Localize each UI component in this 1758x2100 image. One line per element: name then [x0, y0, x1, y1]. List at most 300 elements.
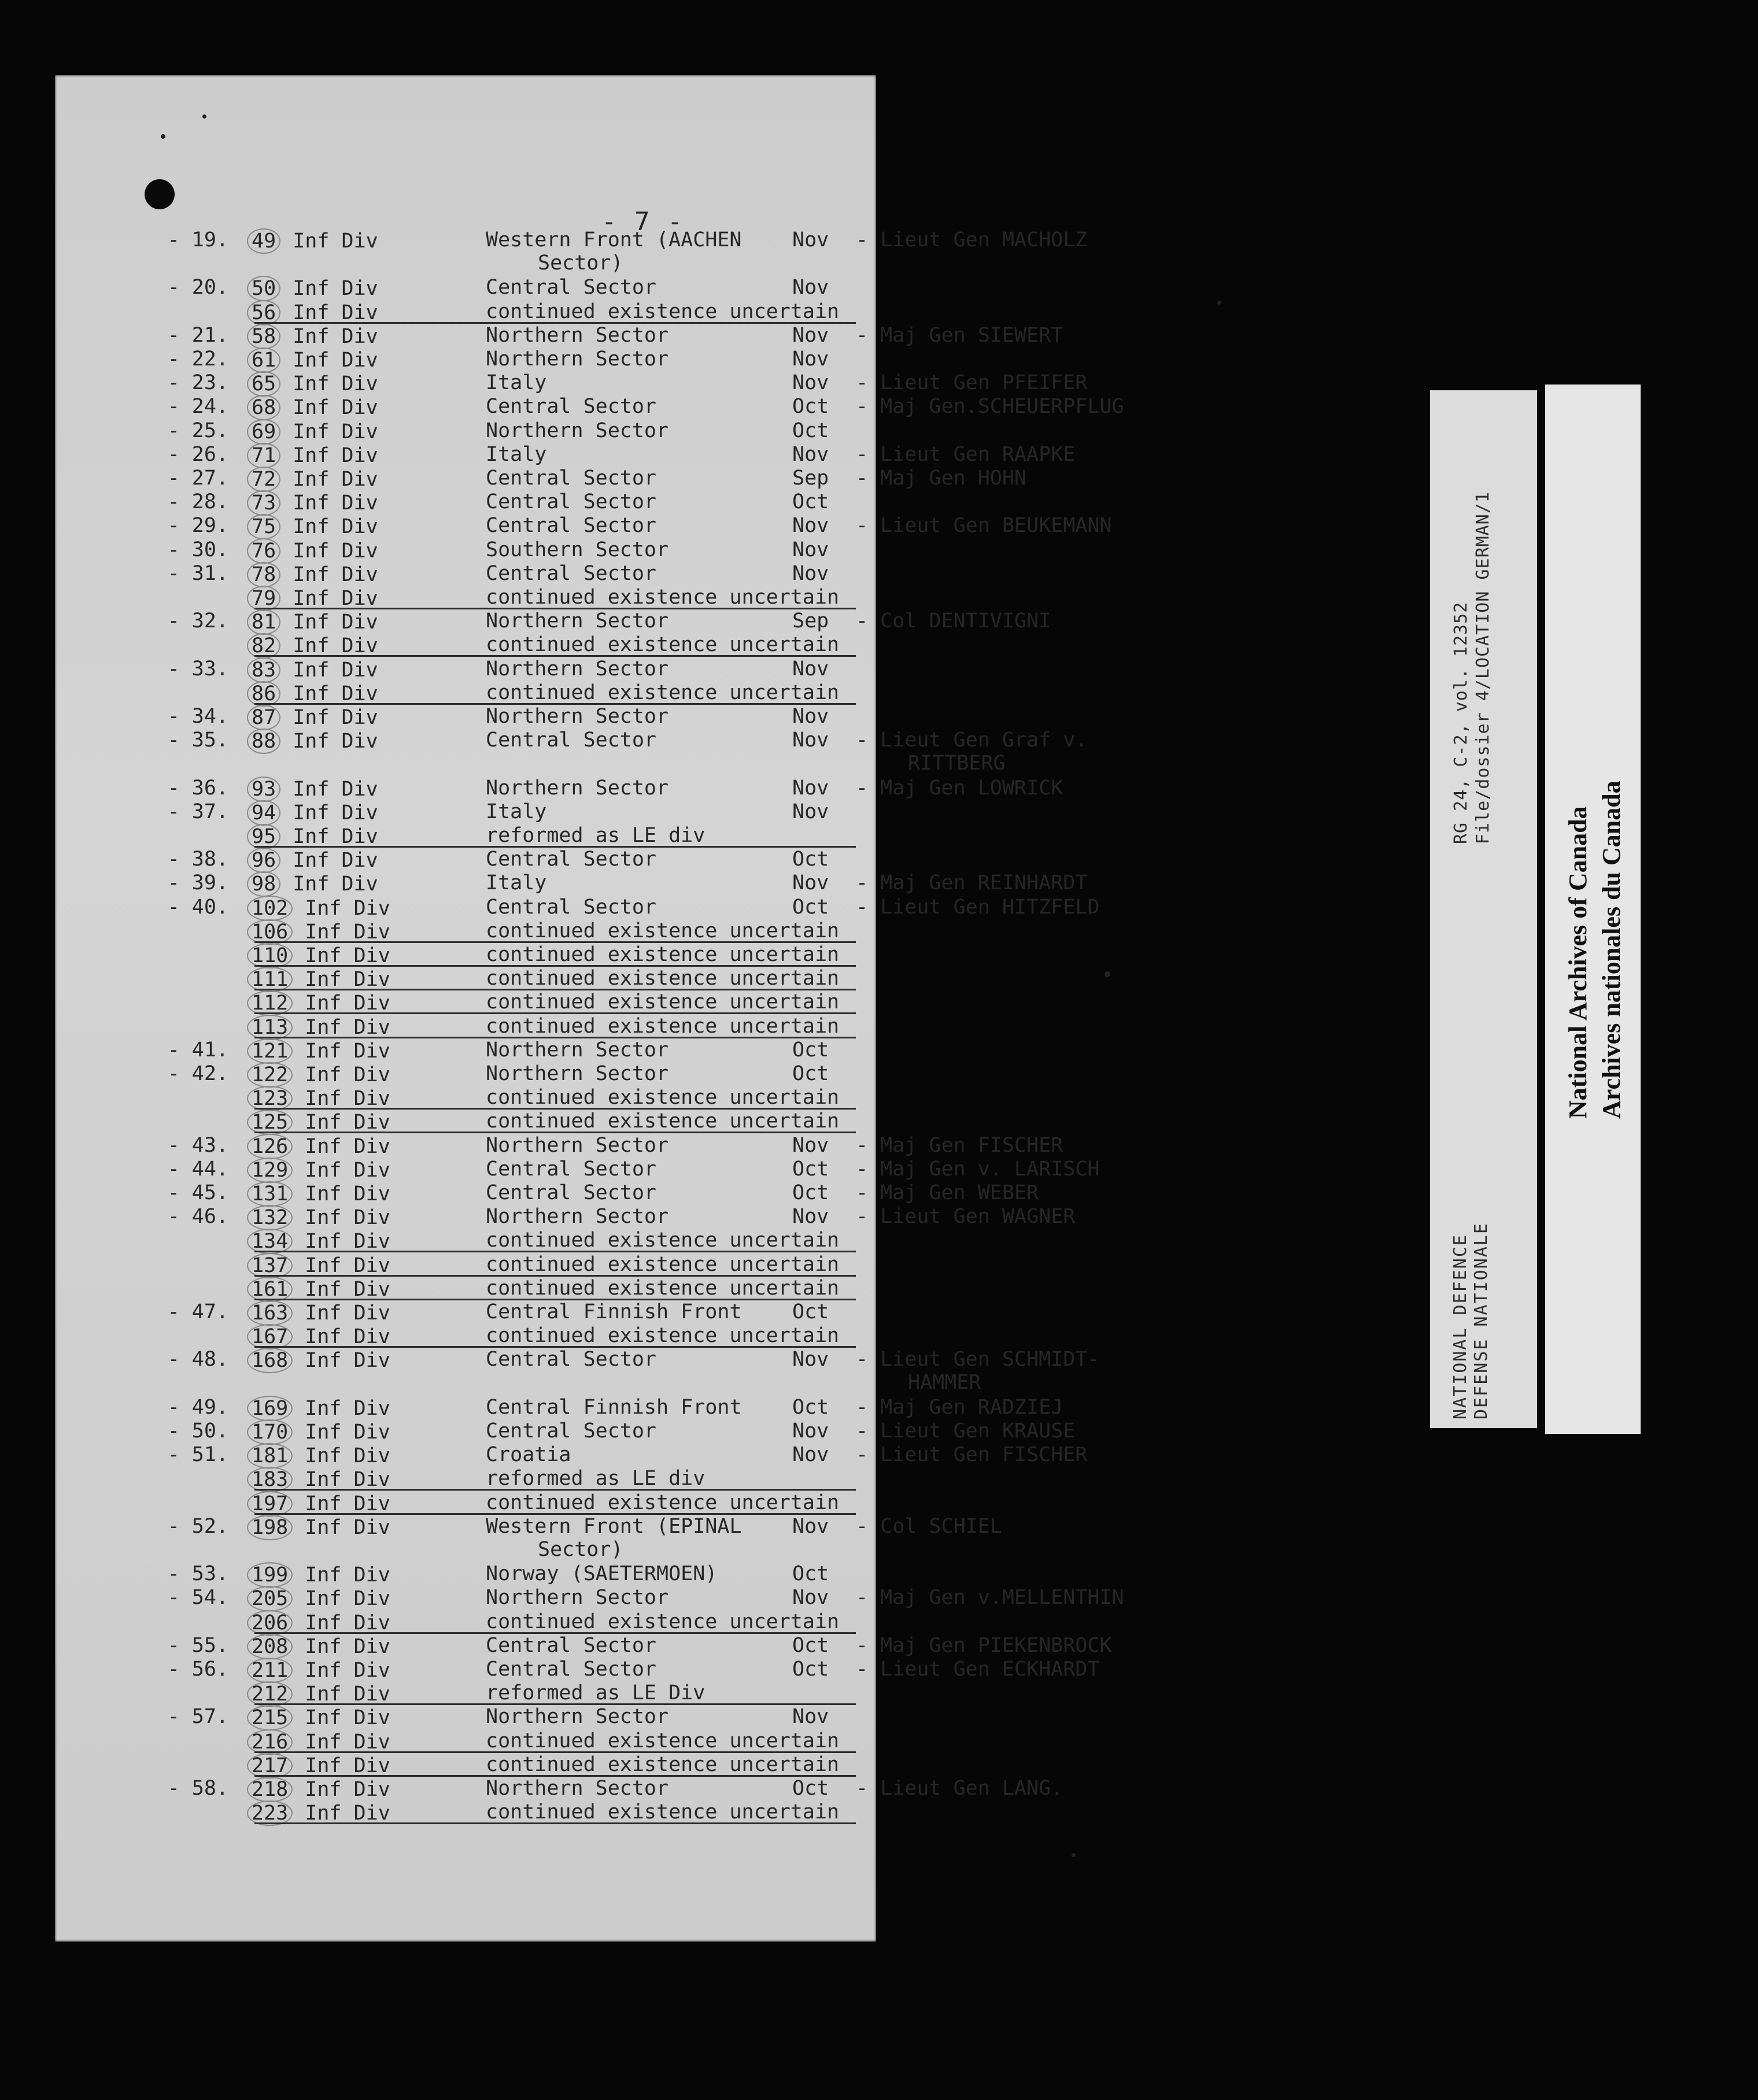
division-cell — [252, 1038, 390, 1064]
location: continued existence uncertain — [486, 1086, 840, 1110]
division-type: Inf Div — [293, 1230, 390, 1254]
division-type: Inf Div — [293, 1349, 390, 1373]
row-seq-number: - 41. — [167, 1038, 228, 1062]
division-cell — [252, 562, 378, 587]
location: Central Sector — [486, 729, 657, 752]
commander: - Maj Gen v.MELLENTHIN — [856, 1586, 1124, 1610]
division-number: 211 — [247, 1658, 293, 1683]
location: Croatia — [486, 1443, 571, 1467]
location: Southern Sector — [486, 538, 669, 561]
month: Oct — [792, 1181, 829, 1204]
division-type: Inf Div — [293, 1492, 390, 1515]
division-cell — [252, 1300, 390, 1326]
division-number: 167 — [247, 1324, 293, 1350]
division-cell — [252, 1634, 390, 1659]
division-number: 113 — [247, 1015, 293, 1040]
row-seq-number: - 35. — [167, 729, 228, 752]
division-number: 218 — [247, 1777, 293, 1802]
row-seq-number: - 23. — [167, 371, 228, 395]
month: Oct — [792, 1658, 829, 1681]
location: Italy — [486, 442, 547, 466]
month: Nov — [792, 1443, 829, 1467]
division-type: Inf Div — [293, 896, 390, 920]
division-number: 98 — [247, 871, 280, 897]
division-type: Inf Div — [293, 1254, 390, 1277]
division-number: 122 — [247, 1062, 293, 1088]
punch-hole — [145, 179, 175, 209]
row-seq-number: - 44. — [167, 1157, 228, 1181]
division-number: 61 — [247, 347, 280, 373]
location: reformed as LE div — [486, 1467, 706, 1491]
commander: - Maj Gen FISCHER — [856, 1133, 1063, 1157]
month: Nov — [792, 1586, 829, 1610]
division-number: 198 — [247, 1515, 293, 1540]
division-type: Inf Div — [280, 349, 378, 372]
division-number: 223 — [247, 1800, 293, 1826]
row-seq-number: - 56. — [167, 1658, 228, 1681]
month: Nov — [792, 705, 829, 728]
division-type: Inf Div — [293, 1683, 390, 1706]
division-number: 169 — [247, 1396, 293, 1421]
division-cell — [252, 538, 378, 564]
location: continued existence uncertain — [486, 1753, 840, 1776]
location: Central Sector — [486, 1181, 657, 1204]
division-type: Inf Div — [293, 1111, 390, 1134]
page-number: - 7 - — [601, 207, 684, 236]
month: Nov — [792, 1133, 829, 1157]
row-seq-number: - 57. — [167, 1705, 228, 1729]
row-seq-number: - 20. — [167, 276, 228, 300]
location: Central Sector — [486, 895, 657, 919]
division-number: 82 — [247, 633, 280, 659]
division-number: 161 — [247, 1277, 293, 1302]
division-number: 110 — [247, 943, 293, 968]
division-number: 183 — [247, 1467, 293, 1492]
division-type: Inf Div — [293, 1802, 390, 1825]
row-seq-number: - 22. — [167, 347, 228, 371]
division-type: Inf Div — [293, 1087, 390, 1111]
division-cell — [252, 276, 378, 301]
division-number: 56 — [247, 300, 280, 326]
row-seq-number: - 40. — [167, 895, 228, 919]
division-cell — [252, 800, 378, 826]
division-number: 96 — [247, 848, 280, 873]
division-number: 123 — [247, 1086, 293, 1111]
division-cell — [252, 1062, 390, 1088]
division-type: Inf Div — [280, 849, 378, 872]
location: Western Front (AACHEN — [486, 228, 742, 252]
commander: - Maj Gen REINHARDT — [856, 871, 1088, 895]
division-number: 88 — [247, 729, 280, 754]
division-type: Inf Div — [293, 1706, 390, 1730]
month: Nov — [792, 1205, 829, 1229]
location: Norway (SAETERMOEN) — [486, 1562, 718, 1586]
commander: - Lieut Gen WAGNER — [856, 1205, 1076, 1229]
location: continued existence uncertain — [486, 1610, 840, 1633]
division-cell — [252, 609, 378, 635]
division-type: Inf Div — [280, 587, 378, 610]
division-type: Inf Div — [280, 324, 378, 348]
division-cell — [252, 1658, 390, 1683]
row-seq-number: - 52. — [167, 1514, 228, 1538]
location-continued: Sector) — [538, 252, 623, 275]
division-number: 50 — [247, 276, 280, 301]
commander: - Lieut Gen KRAUSE — [856, 1419, 1076, 1443]
division-number: 132 — [247, 1205, 293, 1230]
month: Oct — [792, 419, 829, 442]
location: Northern Sector — [486, 419, 669, 442]
location: Northern Sector — [486, 1062, 669, 1085]
division-type: Inf Div — [280, 801, 378, 825]
location: continued existence uncertain — [486, 1491, 840, 1514]
division-type: Inf Div — [280, 230, 378, 253]
month: Nov — [792, 514, 829, 538]
row-seq-number: - 34. — [167, 705, 228, 728]
division-type: Inf Div — [293, 1444, 390, 1468]
division-type: Inf Div — [293, 1039, 390, 1063]
row-seq-number: - 49. — [167, 1395, 228, 1419]
division-number: 163 — [247, 1300, 293, 1326]
speck — [202, 114, 206, 119]
location: continued existence uncertain — [486, 990, 840, 1014]
division-type: Inf Div — [280, 515, 378, 539]
location: reformed as LE Div — [486, 1681, 706, 1705]
row-seq-number: - 39. — [167, 871, 228, 895]
location: continued existence uncertain — [486, 967, 840, 990]
division-number: 87 — [247, 705, 280, 730]
location-continued: Sector) — [538, 1537, 623, 1561]
division-number: 75 — [247, 514, 280, 539]
speck — [1072, 1853, 1076, 1857]
month: Nov — [792, 871, 829, 895]
division-number: 94 — [247, 800, 280, 826]
defence-stamp — [1450, 1222, 1492, 1419]
month: Oct — [792, 1777, 829, 1800]
month: Nov — [792, 561, 829, 585]
location: Central Sector — [486, 1633, 657, 1657]
location: Northern Sector — [486, 1205, 669, 1229]
location: Central Sector — [486, 1348, 657, 1371]
month: Nov — [792, 347, 829, 371]
division-number: 68 — [247, 395, 280, 420]
month: Nov — [792, 657, 829, 681]
division-number: 134 — [247, 1229, 293, 1254]
month: Oct — [792, 1562, 829, 1586]
month: Nov — [792, 729, 829, 752]
row-seq-number: - 50. — [167, 1419, 228, 1443]
division-type: Inf Div — [293, 1206, 390, 1230]
division-number: 205 — [247, 1586, 293, 1611]
division-cell — [252, 1396, 390, 1421]
division-type: Inf Div — [293, 1515, 390, 1539]
location: Northern Sector — [486, 1586, 669, 1610]
commander: - Col SCHIEL — [856, 1514, 1002, 1538]
division-type: Inf Div — [293, 1182, 390, 1206]
row-seq-number: - 58. — [167, 1777, 228, 1800]
division-type: Inf Div — [293, 1325, 390, 1349]
month: Nov — [792, 538, 829, 561]
commander: - Lieut Gen MACHOLZ — [856, 228, 1088, 252]
commander: - Lieut Gen ECKHARDT — [856, 1658, 1100, 1681]
division-number: 216 — [247, 1729, 293, 1755]
location: Central Sector — [486, 848, 657, 871]
month: Oct — [792, 1633, 829, 1657]
division-type: Inf Div — [280, 777, 378, 801]
row-seq-number: - 54. — [167, 1586, 228, 1610]
location: continued existence uncertain — [486, 1324, 840, 1348]
month: Nov — [792, 776, 829, 800]
division-number: 137 — [247, 1253, 293, 1278]
location: continued existence uncertain — [486, 681, 840, 704]
division-cell — [252, 705, 378, 730]
division-number: 76 — [247, 538, 280, 564]
division-type: Inf Div — [280, 682, 378, 705]
location: continued existence uncertain — [486, 1800, 840, 1824]
division-cell — [252, 419, 378, 445]
row-seq-number: - 30. — [167, 538, 228, 561]
division-cell — [252, 777, 378, 802]
division-type: Inf Div — [293, 992, 390, 1015]
month: Oct — [792, 895, 829, 919]
location: Northern Sector — [486, 323, 669, 347]
reference-line-1: RG 24, C-2, vol. 12352 — [1451, 601, 1471, 844]
row-seq-number: - 43. — [167, 1133, 228, 1157]
division-type: Inf Div — [280, 372, 378, 396]
month: Sep — [792, 467, 829, 490]
division-cell — [252, 1705, 390, 1731]
month: Oct — [792, 1395, 829, 1419]
division-number: 217 — [247, 1753, 293, 1779]
division-cell — [252, 1205, 390, 1230]
division-number: 93 — [247, 777, 280, 802]
location: Northern Sector — [486, 1777, 669, 1800]
row-seq-number: - 24. — [167, 395, 228, 419]
location: Northern Sector — [486, 776, 669, 800]
division-number: 78 — [247, 562, 280, 587]
division-type: Inf Div — [293, 1587, 390, 1611]
month: Nov — [792, 228, 829, 252]
commander: - Maj Gen v. LARISCH — [856, 1157, 1100, 1181]
month: Nov — [792, 442, 829, 466]
commander: - Maj Gen.SCHEUERPFLUG — [856, 395, 1124, 419]
division-number: 71 — [247, 443, 280, 468]
division-cell — [252, 1443, 390, 1469]
location: Central Sector — [486, 561, 657, 585]
division-number: 208 — [247, 1634, 293, 1659]
division-number: 95 — [247, 824, 280, 849]
location: Central Sector — [486, 1419, 657, 1443]
division-type: Inf Div — [293, 1659, 390, 1682]
division-number: 181 — [247, 1443, 293, 1469]
division-number: 65 — [247, 371, 280, 397]
row-seq-number: - 26. — [167, 442, 228, 466]
location: continued existence uncertain — [486, 586, 840, 609]
division-number: 131 — [247, 1181, 293, 1207]
row-seq-number: - 45. — [167, 1181, 228, 1204]
division-number: 197 — [247, 1491, 293, 1517]
commander: - Col DENTIVIGNI — [856, 609, 1051, 633]
division-type: Inf Div — [293, 968, 390, 992]
archives-line-2: Archives nationales du Canada — [1597, 781, 1626, 1119]
division-cell — [252, 1777, 390, 1802]
division-type: Inf Div — [293, 1635, 390, 1658]
location: Northern Sector — [486, 347, 669, 371]
location: Western Front (EPINAL — [486, 1514, 742, 1538]
location: continued existence uncertain — [486, 1252, 840, 1276]
location: Northern Sector — [486, 1133, 669, 1157]
division-type: Inf Div — [293, 1754, 390, 1777]
division-cell — [252, 729, 378, 754]
month: Nov — [792, 1705, 829, 1729]
row-seq-number: - 28. — [167, 490, 228, 514]
commander: - Maj Gen PIEKENBROCK — [856, 1633, 1112, 1657]
division-number: 83 — [247, 657, 280, 683]
division-type: Inf Div — [280, 658, 378, 682]
location: reformed as LE div — [486, 824, 706, 847]
division-cell — [252, 1134, 390, 1159]
location: Central Sector — [486, 467, 657, 490]
division-number: 168 — [247, 1348, 293, 1373]
row-seq-number: - 36. — [167, 776, 228, 800]
row-seq-number: - 27. — [167, 467, 228, 490]
location: continued existence uncertain — [486, 1229, 840, 1252]
division-cell — [252, 347, 378, 373]
division-number: 112 — [247, 990, 293, 1016]
division-cell — [252, 1562, 390, 1588]
commander: - Lieut Gen Graf v. — [856, 729, 1088, 752]
division-number: 79 — [247, 586, 280, 611]
row-seq-number: - 55. — [167, 1633, 228, 1657]
division-type: Inf Div — [280, 706, 378, 729]
division-type: Inf Div — [293, 1396, 390, 1420]
division-number: 58 — [247, 324, 280, 349]
division-cell — [252, 371, 378, 397]
division-type: Inf Div — [293, 1302, 390, 1325]
division-type: Inf Div — [293, 944, 390, 967]
row-seq-number: - 21. — [167, 323, 228, 347]
speck — [161, 134, 165, 139]
month: Oct — [792, 1062, 829, 1085]
division-cell — [252, 1181, 390, 1207]
commander: - Lieut Gen PFEIFER — [856, 371, 1088, 395]
row-seq-number: - 37. — [167, 800, 228, 823]
division-type: Inf Div — [280, 420, 378, 443]
division-type: Inf Div — [280, 443, 378, 467]
division-number: 199 — [247, 1562, 293, 1588]
location: Central Finnish Front — [486, 1395, 742, 1419]
row-seq-number: - 25. — [167, 419, 228, 442]
row-seq-number: - 29. — [167, 514, 228, 538]
month: Oct — [792, 395, 829, 419]
division-type: Inf Div — [280, 563, 378, 586]
division-cell — [252, 324, 378, 349]
division-type: Inf Div — [293, 1421, 390, 1444]
location: Central Sector — [486, 395, 657, 419]
commander-continued: HAMMER — [908, 1371, 981, 1395]
reference-line-2: File/dossier 4/LOCATION GERMAN/1 — [1473, 491, 1493, 844]
location: Central Finnish Front — [486, 1300, 742, 1323]
division-cell — [252, 514, 378, 539]
division-cell — [252, 1586, 390, 1611]
row-seq-number: - 51. — [167, 1443, 228, 1467]
month: Sep — [792, 609, 829, 633]
division-type: Inf Div — [280, 872, 378, 896]
division-type: Inf Div — [280, 277, 378, 301]
division-type: Inf Div — [280, 396, 378, 420]
division-number: 49 — [247, 228, 280, 254]
division-type: Inf Div — [293, 1730, 390, 1754]
division-type: Inf Div — [293, 1611, 390, 1635]
division-cell — [252, 1419, 390, 1445]
location: Central Sector — [486, 490, 657, 514]
division-cell — [252, 848, 378, 873]
division-cell — [252, 1158, 390, 1183]
division-type: Inf Div — [280, 301, 378, 324]
division-number: 126 — [247, 1134, 293, 1159]
location: Northern Sector — [486, 657, 669, 681]
division-type: Inf Div — [293, 1468, 390, 1492]
division-number: 72 — [247, 467, 280, 492]
location: Northern Sector — [486, 1705, 669, 1729]
division-type: Inf Div — [280, 611, 378, 634]
location: continued existence uncertain — [486, 1014, 840, 1038]
location: continued existence uncertain — [486, 633, 840, 657]
month: Nov — [792, 1348, 829, 1371]
division-number: 69 — [247, 419, 280, 445]
division-type: Inf Div — [293, 920, 390, 944]
commander: - Maj Gen LOWRICK — [856, 776, 1063, 800]
row-seq-number: - 53. — [167, 1562, 228, 1586]
division-type: Inf Div — [293, 1063, 390, 1086]
commander: - Lieut Gen LANG. — [856, 1777, 1063, 1800]
location: Northern Sector — [486, 609, 669, 633]
speck — [1105, 971, 1110, 977]
division-type: Inf Div — [293, 1778, 390, 1801]
location: Italy — [486, 800, 547, 823]
month: Oct — [792, 1300, 829, 1323]
commander: - Lieut Gen BEUKEMANN — [856, 514, 1112, 538]
row-seq-number: - 38. — [167, 848, 228, 871]
division-cell — [252, 228, 378, 254]
division-cell — [252, 1348, 390, 1373]
division-number: 206 — [247, 1610, 293, 1636]
division-type: Inf Div — [280, 468, 378, 491]
row-seq-number: - 48. — [167, 1348, 228, 1371]
reference-label — [1450, 491, 1494, 844]
division-type: Inf Div — [293, 1134, 390, 1158]
division-type: Inf Div — [293, 1015, 390, 1039]
strike-underline — [254, 1822, 856, 1824]
month: Nov — [792, 1419, 829, 1443]
division-number: 73 — [247, 490, 280, 516]
row-seq-number: - 32. — [167, 609, 228, 633]
commander: - Maj Gen SIEWERT — [856, 323, 1063, 347]
commander: - Lieut Gen RAAPKE — [856, 442, 1076, 466]
division-number: 106 — [247, 919, 293, 945]
commander-continued: RITTBERG — [908, 752, 1006, 775]
speck — [1217, 301, 1221, 305]
month: Nov — [792, 1514, 829, 1538]
commander: - Lieut Gen SCHMIDT- — [856, 1348, 1100, 1371]
division-number: 129 — [247, 1158, 293, 1183]
division-cell — [252, 467, 378, 492]
division-cell — [252, 395, 378, 420]
location: Italy — [486, 871, 547, 895]
division-type: Inf Div — [280, 539, 378, 563]
commander: - Maj Gen HOHN — [856, 467, 1027, 490]
division-number: 215 — [247, 1705, 293, 1731]
month: Oct — [792, 1038, 829, 1062]
